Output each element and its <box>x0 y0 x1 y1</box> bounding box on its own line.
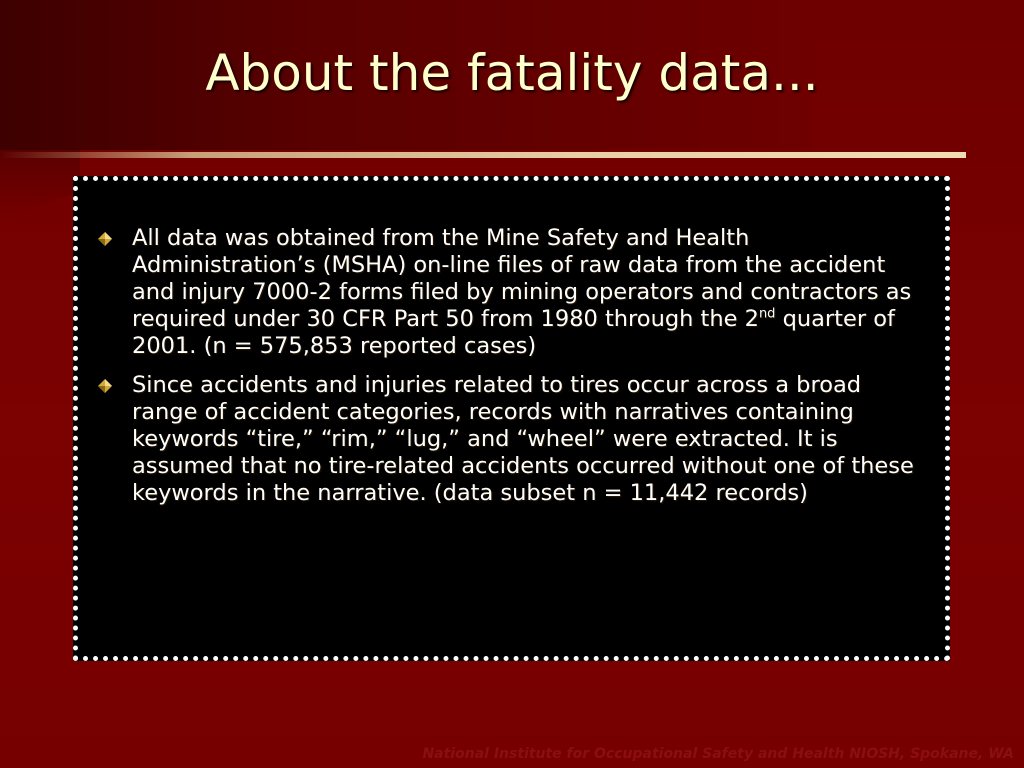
bullet-list <box>98 225 928 519</box>
bullet-superscript: nd <box>758 306 776 322</box>
bullet-item <box>98 225 928 360</box>
bullet-text-1: All data was obtained from the Mine Safety and Health Administration’s (MSHA) on-line files of raw data from the accident and injury 7000-2 forms filed by mining operators and contractors as required under 30 CFR Part 50 from 1980 through the 2 <box>132 225 912 332</box>
bullet-item <box>98 372 928 507</box>
diamond-bullet-icon <box>98 379 112 393</box>
content-box <box>73 176 950 661</box>
background-wedge <box>0 150 80 220</box>
footer-text: National Institute for Occupational Safety and Health NIOSH, Spokane, WA <box>422 746 1014 762</box>
slide-title: About the fatality data... <box>205 44 819 102</box>
diamond-bullet-icon <box>98 232 112 246</box>
bullet-text-2: Since accidents and injuries related to tires occur across a broad range of accident categories, records with narratives containing keywords “tire,” “rim,” “lug,” and “wheel” were extracted. It is assumed that no tire-related accidents occurred without one of these keywords in the narrative. (data subset n = 11,442 records) <box>132 372 914 506</box>
title-divider <box>0 152 966 158</box>
bullet-text-1-end: quarter of 2001. (n = 575,853 reported cases) <box>132 306 895 359</box>
